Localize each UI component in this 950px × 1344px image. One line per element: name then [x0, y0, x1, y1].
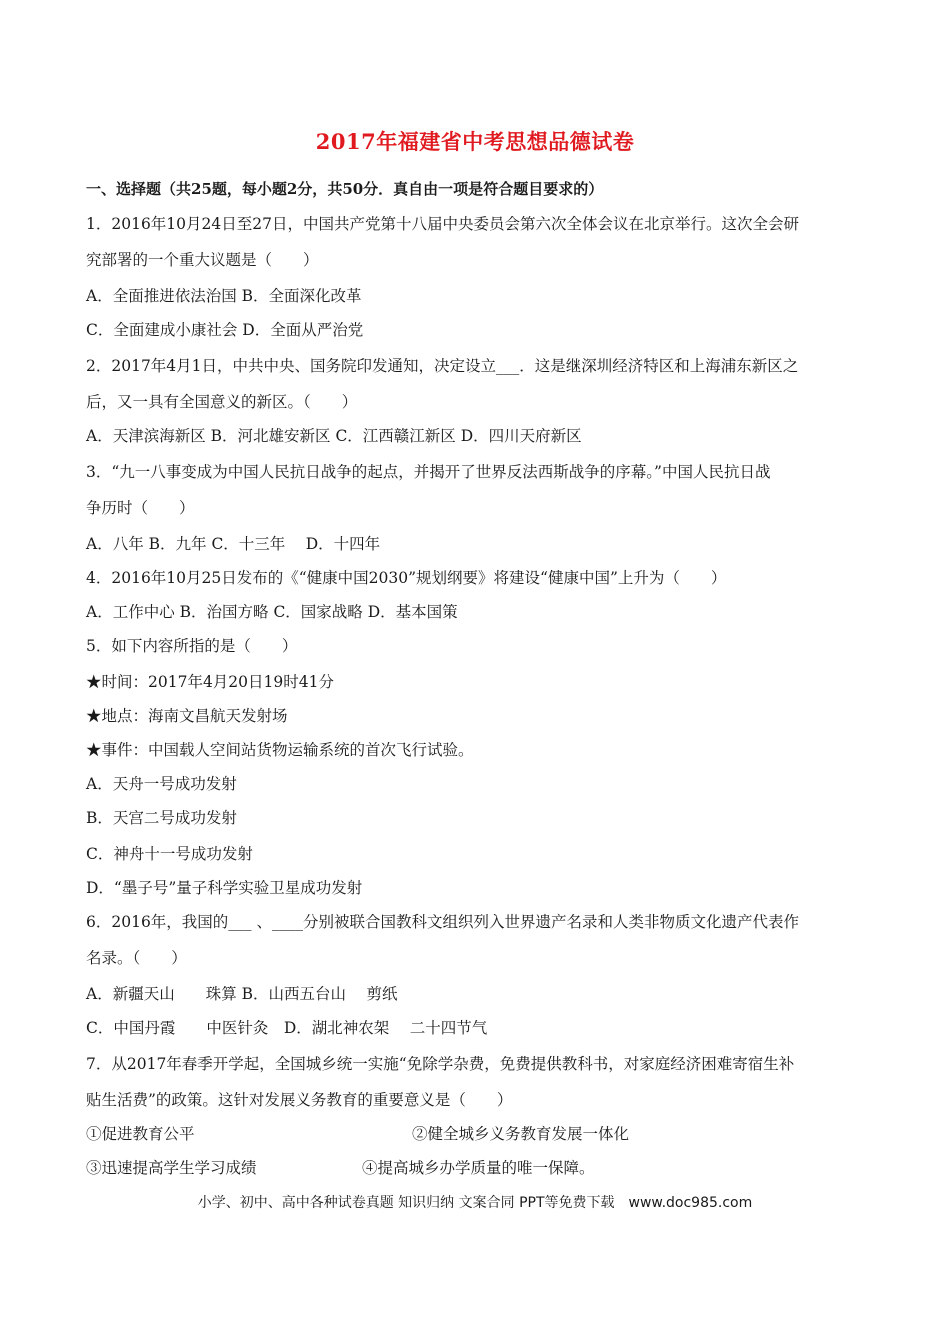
option-line: B．天宫二号成功发射	[86, 809, 237, 827]
question-line: 3．“九一八事变成为中国人民抗日战争的起点，并揭开了世界反法西斯战争的序幕。”中国人民抗日战	[86, 463, 771, 481]
option-line: A．天津滨海新区 B．河北雄安新区 C．江西赣江新区 D．四川天府新区	[86, 427, 582, 445]
option-line: C．神舟十一号成功发射	[86, 845, 253, 863]
section-heading: 一、选择题（共25题，每小题2分，共50分．真自由一项是符合题目要求的）	[86, 180, 604, 198]
footer-text: 小学、初中、高中各种试卷真题 知识归纳 文案合同 PPT等免费下载 www.doc985.com	[197, 1195, 753, 1211]
page-title: 2017年福建省中考思想品德试卷	[315, 129, 635, 154]
question-line: 贴生活费”的政策。这针对发展义务教育的重要意义是（ ）	[86, 1091, 513, 1109]
question-line: 7．从2017年春季开学起，全国城乡统一实施“免除学杂费，免费提供教科书，对家庭经济困难寄宿生补	[86, 1055, 795, 1073]
option-line: A．八年 B．九年 C．十三年 D．十四年	[86, 535, 381, 553]
question-line: 名录。（ ）	[86, 949, 187, 967]
question-line: 究部署的一个重大议题是（ ）	[86, 251, 319, 269]
question-line: 争历时（ ）	[86, 499, 195, 517]
question-line: 2．2017年4月1日，中共中央、国务院印发通知，决定设立___．这是继深圳经济特区和上海浦东新区之	[86, 357, 799, 375]
question-line: 后，又一具有全国意义的新区。（ ）	[86, 393, 358, 411]
question-line: 6．2016年，我国的___ 、____分别被联合国教科文组织列入世界遗产名录和人类非物质文化遗产代表作	[86, 913, 799, 931]
statement-option: ③迅速提高学生学习成绩	[86, 1159, 257, 1177]
option-line: C．中国丹霞 中医针灸 D．湖北神农架 二十四节气	[86, 1019, 488, 1037]
info-line: ★地点：海南文昌航天发射场	[86, 707, 288, 725]
question-line: 1．2016年10月24日至27日，中国共产党第十八届中央委员会第六次全体会议在北京举行。这次全会研	[86, 215, 799, 233]
statement-option: ④提高城乡办学质量的唯一保障。	[362, 1159, 595, 1177]
info-line: ★事件：中国载人空间站货物运输系统的首次飞行试验。	[86, 741, 474, 759]
info-line: ★时间：2017年4月20日19时41分	[86, 673, 334, 691]
statement-option: ②健全城乡义务教育发展一体化	[412, 1125, 630, 1143]
question-line: 5．如下内容所指的是（ ）	[86, 637, 298, 655]
option-line: A．天舟一号成功发射	[86, 775, 237, 793]
option-line: A．工作中心 B．治国方略 C．国家战略 D．基本国策	[86, 603, 458, 621]
option-line: C．全面建成小康社会 D．全面从严治党	[86, 321, 364, 339]
question-line: 4．2016年10月25日发布的《“健康中国2030”规划纲要》将建设“健康中国”上升为（ ）	[86, 569, 727, 587]
statement-option: ①促进教育公平	[86, 1125, 195, 1143]
option-line: A．新疆天山 珠算 B．山西五台山 剪纸	[86, 985, 398, 1003]
option-line: D．“墨子号”量子科学实验卫星成功发射	[86, 879, 363, 897]
option-line: A．全面推进依法治国 B．全面深化改革	[86, 287, 362, 305]
